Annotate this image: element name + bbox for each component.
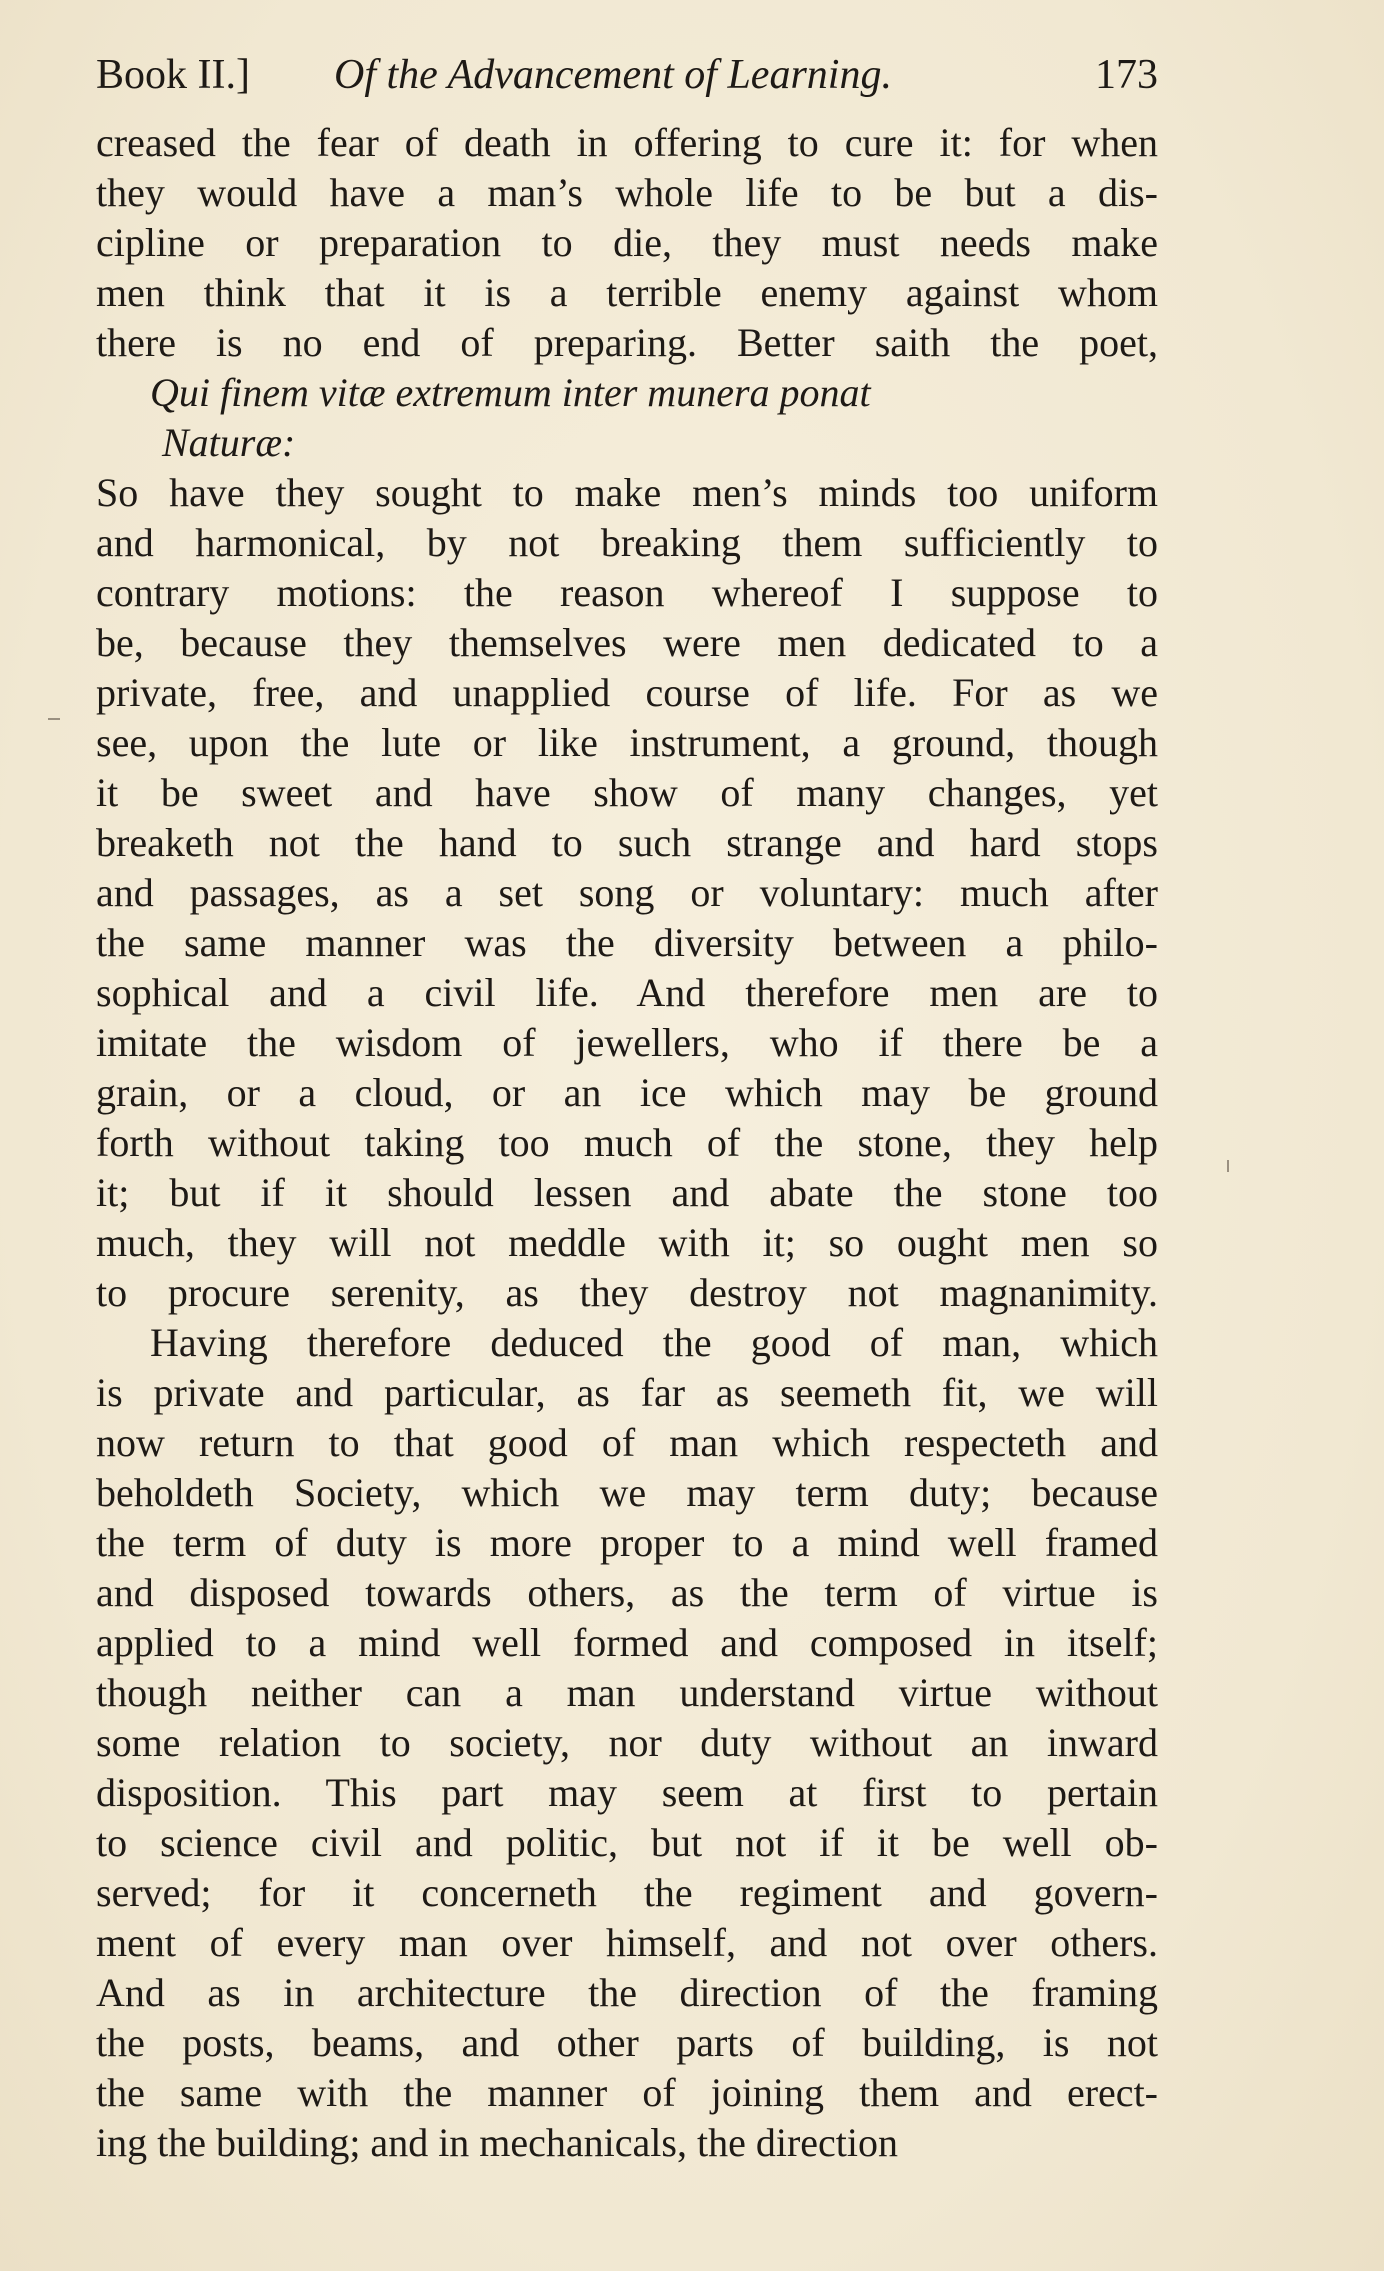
text-line: grain, or a cloud, or an ice which may be ground	[96, 1070, 1158, 1115]
margin-speck	[48, 718, 60, 720]
text-line: So have they sought to make men’s minds too uniform	[96, 470, 1158, 515]
text-line: now return to that good of man which respecteth and	[96, 1420, 1158, 1465]
page-number: 173	[1095, 52, 1158, 98]
text-line: much, they will not meddle with it; so ought men so	[96, 1220, 1158, 1265]
text-line: contrary motions: the reason whereof I suppose to	[96, 570, 1158, 615]
text-line: be, because they themselves were men dedicated to a	[96, 620, 1158, 665]
text-line: is private and particular, as far as seemeth fit, we will	[96, 1370, 1158, 1415]
text-line: ment of every man over himself, and not over others.	[96, 1920, 1158, 1965]
text-line: cipline or preparation to die, they must needs make	[96, 220, 1158, 265]
text-line: and disposed towards others, as the term of virtue is	[96, 1570, 1158, 1615]
paragraph-start-line: Having therefore deduced the good of man, which	[150, 1320, 1158, 1365]
text-line: ing the building; and in mechanicals, the direction	[96, 2120, 899, 2165]
text-line: some relation to society, nor duty without an inward	[96, 1720, 1158, 1765]
text-line: it; but if it should lessen and abate the stone too	[96, 1170, 1158, 1215]
text-line: applied to a mind well formed and composed in itself;	[96, 1620, 1158, 1665]
body-text	[96, 118, 1158, 2168]
text-line: the posts, beams, and other parts of building, is not	[96, 2020, 1158, 2065]
text-line: sophical and a civil life. And therefore men are to	[96, 970, 1158, 1015]
book-label: Book II.]	[96, 52, 250, 98]
text-line: the term of duty is more proper to a mind well framed	[96, 1520, 1158, 1565]
quotation-line: Qui finem vitæ extremum inter munera ponat	[150, 370, 871, 415]
text-line: and passages, as a set song or voluntary: much after	[96, 870, 1158, 915]
text-line: see, upon the lute or like instrument, a ground, though	[96, 720, 1158, 765]
text-line: private, free, and unapplied course of life. For as we	[96, 670, 1158, 715]
text-line: breaketh not the hand to such strange and hard stops	[96, 820, 1158, 865]
text-line: beholdeth Society, which we may term duty; because	[96, 1470, 1158, 1515]
running-title: Of the Advancement of Learning.	[334, 52, 892, 98]
text-line: And as in architecture the direction of the framing	[96, 1970, 1158, 2015]
text-line: forth without taking too much of the stone, they help	[96, 1120, 1158, 1165]
text-line: and harmonical, by not breaking them sufficiently to	[96, 520, 1158, 565]
text-line: served; for it concerneth the regiment and govern-	[96, 1870, 1158, 1915]
text-line: to procure serenity, as they destroy not magnanimity.	[96, 1270, 1158, 1315]
margin-speck	[1227, 1160, 1229, 1172]
text-line: men think that it is a terrible enemy against whom	[96, 270, 1158, 315]
running-header	[96, 44, 1158, 106]
text-line: imitate the wisdom of jewellers, who if there be a	[96, 1020, 1158, 1065]
quotation-line: Naturæ:	[162, 420, 296, 465]
text-line: disposition. This part may seem at first to pertain	[96, 1770, 1158, 1815]
text-line: to science civil and politic, but not if it be well ob-	[96, 1820, 1158, 1865]
text-line: it be sweet and have show of many changes, yet	[96, 770, 1158, 815]
text-line: they would have a man’s whole life to be but a dis-	[96, 170, 1158, 215]
text-line: the same with the manner of joining them and erect-	[96, 2070, 1158, 2115]
text-line: there is no end of preparing. Better saith the poet,	[96, 320, 1158, 365]
text-line: though neither can a man understand virtue without	[96, 1670, 1158, 1715]
text-line: creased the fear of death in offering to cure it: for when	[96, 120, 1158, 165]
text-line: the same manner was the diversity between a philo-	[96, 920, 1158, 965]
